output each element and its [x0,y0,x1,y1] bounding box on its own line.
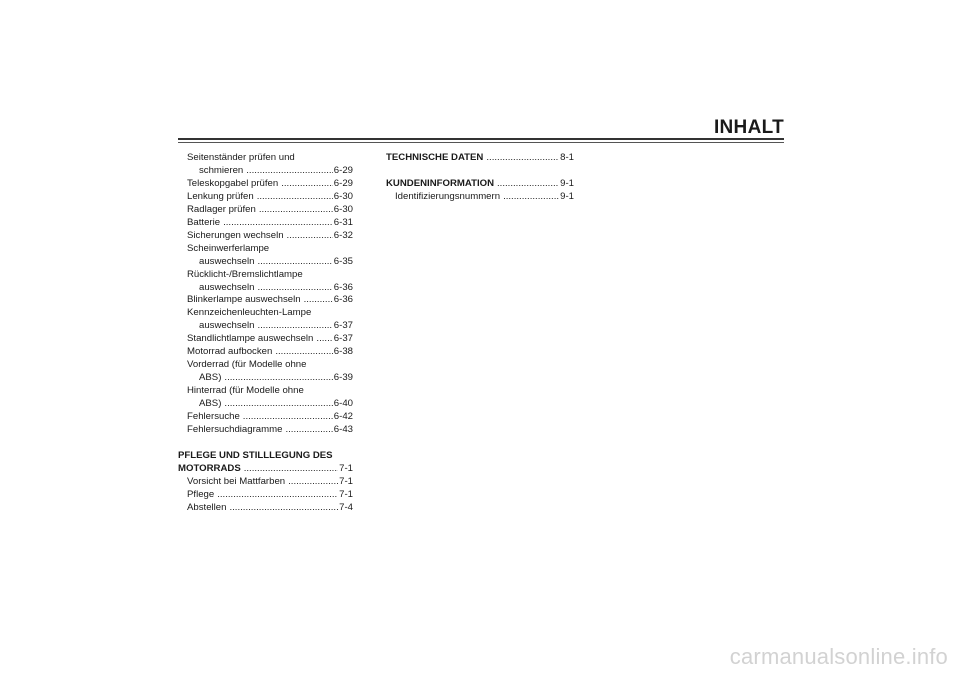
toc-section[interactable] [178,463,353,476]
toc-section-text: TECHNISCHE DATEN [386,152,484,163]
toc-entry-page: 6-31 [333,216,353,228]
dot-leader [246,165,333,178]
toc-entry-text: Motorrad aufbocken [187,346,273,358]
toc-entry-text: Abstellen [187,501,227,513]
toc-entry-page: 6-30 [333,203,353,215]
toc-section-page: 8-1 [560,152,574,163]
dot-leader [304,294,333,307]
watermark: carmanualsonline.info [729,644,948,669]
toc-entry-page: 6-38 [333,346,353,358]
dot-leader [486,152,559,165]
toc-section-title: PFLEGE UND STILLLEGUNG DES [178,449,333,461]
dot-leader [224,398,332,411]
toc-entry-text: Sicherungen wechseln [187,229,284,241]
toc-entry-text: schmieren [199,164,244,176]
dot-leader [503,191,559,204]
toc-entry-text: auswechseln [199,281,255,293]
toc-entry[interactable] [386,191,574,204]
toc-entry-page: 6-35 [333,255,353,267]
toc-entry-text: Batterie [187,216,221,228]
toc-entry-page: 6-32 [333,229,353,241]
toc-right-column [386,152,574,204]
page-title: INHALT [713,117,784,138]
toc-entry[interactable] [178,398,353,411]
toc-entry[interactable] [178,372,353,385]
toc-entry-page: 6-43 [333,424,353,436]
dot-leader [257,191,333,204]
dot-leader [244,463,338,476]
toc-entry-line: Vorderrad (für Modelle ohne [187,359,307,371]
toc-entry[interactable] [178,333,353,346]
toc-entry[interactable] [178,489,353,502]
toc-entry[interactable] [178,282,353,295]
toc-section-page: 9-1 [560,177,574,189]
toc-entry-page: 7-1 [339,475,353,487]
toc-entry[interactable] [178,294,353,307]
dot-leader [224,372,332,385]
toc-entry-page: 6-39 [333,372,353,384]
toc-entry[interactable] [178,165,353,178]
dot-leader [285,424,332,437]
toc-entry-text: auswechseln [199,320,255,332]
toc-entry-text: Pflege [187,488,215,500]
dot-leader [257,256,332,269]
toc-entry-page: 6-36 [333,281,353,293]
header-rule-thick [178,138,784,140]
dot-leader [275,346,332,359]
dot-leader [243,411,333,424]
dot-leader [259,204,333,217]
toc-entry[interactable] [178,256,353,269]
toc-entry-page: 7-4 [339,501,353,513]
toc-entry[interactable] [178,320,353,333]
toc-section-text: MOTORRADS [178,462,241,474]
dot-leader [223,217,333,230]
toc-entry[interactable] [178,411,353,424]
toc-entry-text: Vorsicht bei Mattfarben [187,475,286,487]
dot-leader [497,178,559,191]
toc-section[interactable] [386,178,574,191]
toc-entry-text: Fehlersuchdiagramme [187,424,283,436]
toc-entry[interactable] [178,204,353,217]
toc-entry[interactable] [178,502,353,515]
toc-entry-line: Kennzeichenleuchten-Lampe [187,307,312,319]
toc-section[interactable] [386,152,574,165]
toc-entry[interactable] [178,217,353,230]
dot-leader [281,178,333,191]
toc-entry-line: Scheinwerferlampe [187,242,270,254]
toc-entry-text: Fehlersuche [187,411,240,423]
spacer [178,437,353,450]
toc-entry-page: 9-1 [560,190,574,202]
toc-entry-text: Lenkung prüfen [187,190,254,202]
toc-section-page: 7-1 [339,462,353,474]
spacer [386,165,574,178]
dot-leader [316,333,332,346]
toc-entry[interactable] [178,476,353,489]
dot-leader [257,320,332,333]
toc-entry[interactable] [178,191,353,204]
toc-section-text: KUNDENINFORMATION [386,177,495,189]
toc-entry-text: Identifizierungsnummern [395,190,501,202]
dot-leader [217,489,338,502]
toc-entry-page: 6-29 [333,177,353,189]
dot-leader [288,476,338,489]
toc-entry[interactable] [178,230,353,243]
toc-entry-line: Rücklicht-/Bremslichtlampe [187,268,303,280]
toc-entry-page: 6-40 [333,398,353,410]
toc-entry-text: auswechseln [199,255,255,267]
toc-entry[interactable] [178,178,353,191]
toc-entry-text: Radlager prüfen [187,203,256,215]
toc-entry-page: 6-29 [333,164,353,176]
toc-entry-page: 7-1 [339,488,353,500]
toc-entry-page: 6-36 [333,294,353,306]
toc-entry-text: Blinkerlampe auswechseln [187,294,301,306]
toc-entry[interactable] [178,346,353,359]
header-rule-thin [178,142,784,143]
toc-entry-line: Seitenständer prüfen und [187,152,295,163]
toc-entry-line: Hinterrad (für Modelle ohne [187,385,304,397]
toc-entry-page: 6-30 [333,190,353,202]
toc-entry-page: 6-42 [333,411,353,423]
toc-entry-text: ABS) [199,372,222,384]
dot-leader [257,282,332,295]
toc-entry-text: ABS) [199,398,222,410]
toc-entry-page: 6-37 [333,333,353,345]
toc-entry-text: Teleskopgabel prüfen [187,177,279,189]
toc-entry-page: 6-37 [333,320,353,332]
toc-left-column [178,152,353,515]
dot-leader [287,230,333,243]
dot-leader [229,502,338,515]
toc-entry-text: Standlichtlampe auswechseln [187,333,314,345]
toc-entry[interactable] [178,424,353,437]
